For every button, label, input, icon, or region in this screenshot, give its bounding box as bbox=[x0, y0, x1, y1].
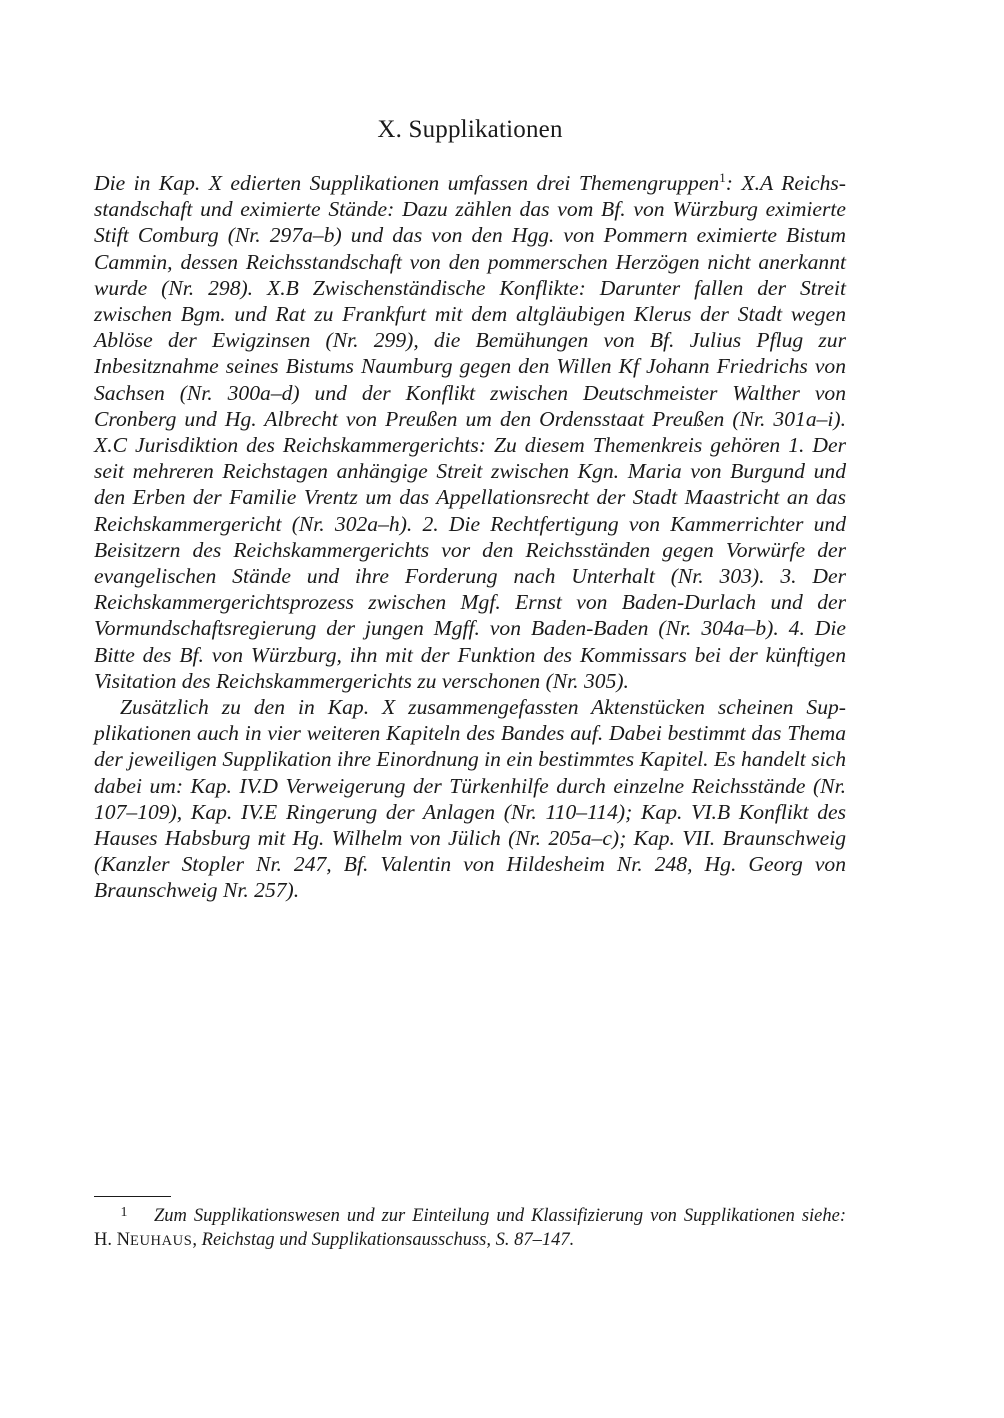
footnote-author-rest: EUHAUS bbox=[129, 1233, 193, 1249]
paragraph-1-start: Die in Kap. X edierten Supplikationen umfassen drei Themengruppen bbox=[94, 171, 720, 195]
document-page bbox=[94, 0, 846, 1418]
footnote-reference[interactable]: 1 bbox=[719, 170, 726, 185]
body-text bbox=[94, 170, 846, 904]
footnote-title: Reichstag und Supplikationsausschuss, S. 87–147. bbox=[201, 1230, 575, 1250]
footnote-author: H. NEUHAUS, bbox=[94, 1230, 198, 1250]
footnote-divider bbox=[94, 1196, 171, 1197]
paragraph-1 bbox=[94, 170, 846, 694]
footnote: 1 Zum Supplikationswesen und zur Einteilung und Klassifizierung von Supplikationen siehe: H. NEUHAUS, Reichstag und Supplikationsausschuss, S. 87–147. bbox=[94, 1205, 846, 1250]
paragraph-1-rest: : X.A Reichsstandschaft und eximierte Stände: Dazu zählen das vom Bf. von Würzburg eximierte Stift Comburg (Nr. 297a–b) und das von den Hgg. von Pommern eximierte Bistum Cammin, dessen Reichsstandschaft von den pommerschen Herzögen nicht anerkannt wurde (Nr. 298). X.B Zwischenständische Konflikte: Darunter fallen der Streit zwischen Bgm. und Rat zu Frankfurt mit dem altgläubigen Klerus der Stadt wegen Ablöse der Ewigzinsen (Nr. 299), die Bemühungen von Bf. Julius Pflug zur Inbesitznahme seines Bistums Naumburg gegen den Willen Kf Johann Friedrichs von Sachsen (Nr. 300a–d) und der Konflikt zwischen Deutschmeister Walther von Cronberg und Hg. Albrecht von Preußen um den Ordensstaat Preußen (Nr. 301a–i). X.C Jurisdiktion des Reichskammergerichts: Zu diesem Themenkreis gehören 1. Der seit mehreren Reichstagen anhängige Streit zwischen Kgn. Maria von Burgund und den Erben der Familie Vrentz um das Appellationsrecht der Stadt Maastricht an das Reichskammergericht (Nr. 302a–h). 2. Die Rechtfertigung von Kammerrichter und Beisitzern des Reichskammergerichts vor den Reichsständen gegen Vorwürfe der evangelischen Stände und ihre Forderung nach Unterhalt (Nr. 303). 3. Der Reichskammergerichtsprozess zwischen Mgf. Ernst von Baden-Durlach und der Vormundschaftsregierung der jungen Mgff. von Baden-Baden (Nr. 304a–b). 4. Die Bitte des Bf. von Würzburg, ihn mit der Funktion des Kommissars bei der künftigen Visitation des Reichskammergerichts zu verschonen (Nr. 305). bbox=[94, 171, 846, 693]
paragraph-2: Zusätzlich zu den in Kap. X zusammengefassten Aktenstücken scheinen Supplikationen auch in vier weiteren Kapiteln des Bandes auf. Dabei bestimmt das Thema der jeweiligen Supplikation ihre Einordnung in ein bestimmtes Kapitel. Es handelt sich dabei um: Kap. IV.D Verweigerung der Türkenhilfe durch einzelne Reichsstände (Nr. 107–109), Kap. IV.E Ringerung der Anlagen (Nr. 110–114); Kap. VI.B Konflikt des Hauses Habsburg mit Hg. Wilhelm von Jülich (Nr. 205a–c); Kap. VII. Braunschweig (Kanzler Stopler Nr. 247, Bf. Valentin von Hildesheim Nr. 248, Hg. Georg von Braunschweig Nr. 257). bbox=[94, 695, 846, 903]
chapter-heading: X. Supplikationen bbox=[377, 116, 563, 143]
footnote-author-initial: H. N bbox=[94, 1230, 130, 1250]
footnote-text: Zum Supplikationswesen und zur Einteilung und Klassifizierung von Supplikationen siehe: bbox=[154, 1206, 846, 1226]
